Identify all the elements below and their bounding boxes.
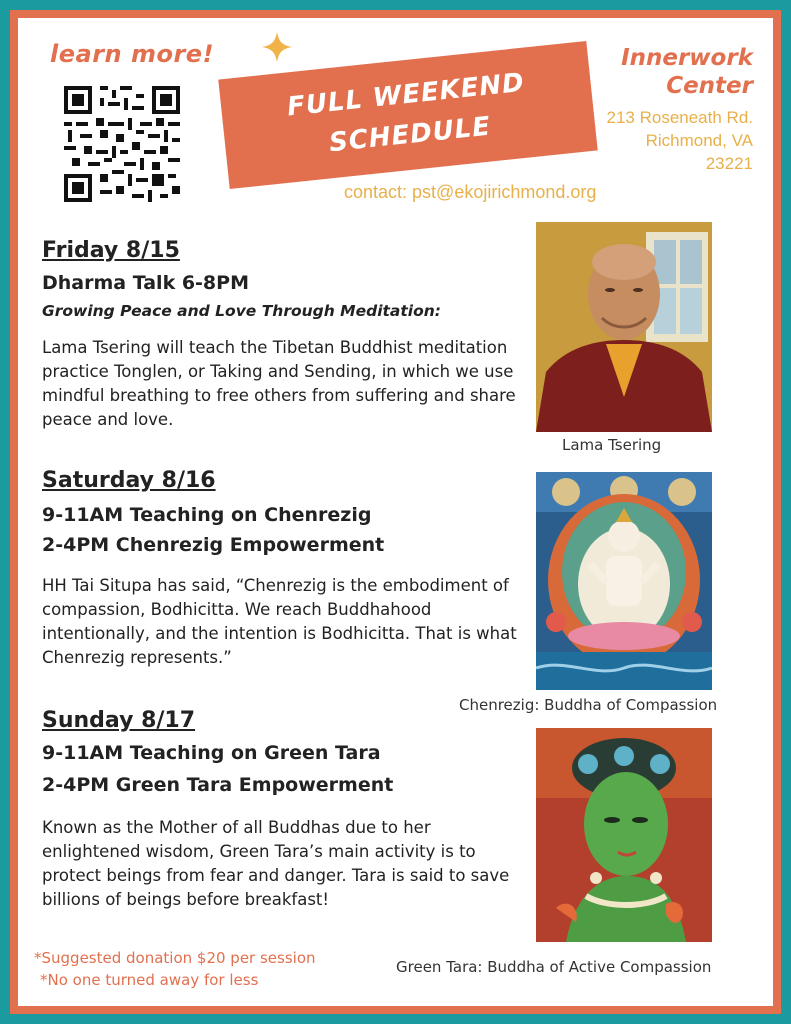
sunday-event-1: 9-11AM Teaching on Green Tara xyxy=(42,742,381,764)
chenrezig-image xyxy=(536,472,712,690)
lama-tsering-caption: Lama Tsering xyxy=(562,436,662,454)
center-name xyxy=(621,44,753,100)
center-address xyxy=(607,106,754,175)
address-line-3: 23221 xyxy=(705,154,753,173)
center-name-line-1: Innerwork xyxy=(621,45,753,71)
saturday-event-2: 2-4PM Chenrezig Empowerment xyxy=(42,534,385,556)
learn-more-label: learn more! xyxy=(50,40,215,68)
friday-talk-title: Growing Peace and Love Through Meditation: xyxy=(42,302,441,320)
contact-email[interactable]: contact: pst@ekojirichmond.org xyxy=(344,182,597,202)
friday-description: Lama Tsering will teach the Tibetan Buddhist meditation practice Tonglen, or Taking and Sending, in which we use mindful breathing to free others from suffering and share peace and love. xyxy=(42,338,516,429)
green-tara-caption: Green Tara: Buddha of Active Compassion xyxy=(396,958,712,976)
center-name-line-2: Center xyxy=(666,73,753,99)
address-line-1: 213 Roseneath Rd. xyxy=(606,108,753,127)
saturday-event-1: 9-11AM Teaching on Chenrezig xyxy=(42,504,372,526)
schedule-banner xyxy=(218,41,597,189)
chenrezig-caption: Chenrezig: Buddha of Compassion xyxy=(459,696,718,714)
donation-note: *Suggested donation $20 per session xyxy=(34,949,316,967)
saturday-description: HH Tai Situpa has said, “Chenrezig is the embodiment of compassion, Bodhicitta. We reach Buddhahood intentionally, and the intention is Bodhicitta. That is what Chenrezig represents.” xyxy=(42,576,517,667)
friday-event: Dharma Talk 6-8PM xyxy=(42,272,249,294)
flyer xyxy=(18,18,773,1006)
friday-heading: Friday 8/15 xyxy=(42,238,180,263)
banner-line-2: SCHEDULE xyxy=(327,111,493,159)
banner-line-1: FULL WEEKEND xyxy=(285,67,527,123)
sunday-description: Known as the Mother of all Buddhas due to her enlightened wisdom, Green Tara’s main activity is to protect beings from fear and danger. Tara is said to save billions of beings before breakfast! xyxy=(42,818,510,909)
qr-code-icon[interactable] xyxy=(64,86,180,202)
green-tara-image xyxy=(536,728,712,942)
sunday-event-2: 2-4PM Green Tara Empowerment xyxy=(42,774,394,796)
address-line-2: Richmond, VA xyxy=(645,131,753,150)
saturday-heading: Saturday 8/16 xyxy=(42,468,216,493)
sunday-heading: Sunday 8/17 xyxy=(42,708,196,733)
sparkle-icon xyxy=(262,32,292,62)
no-one-turned-away-note: *No one turned away for less xyxy=(40,971,259,989)
lama-tsering-photo xyxy=(536,222,712,432)
